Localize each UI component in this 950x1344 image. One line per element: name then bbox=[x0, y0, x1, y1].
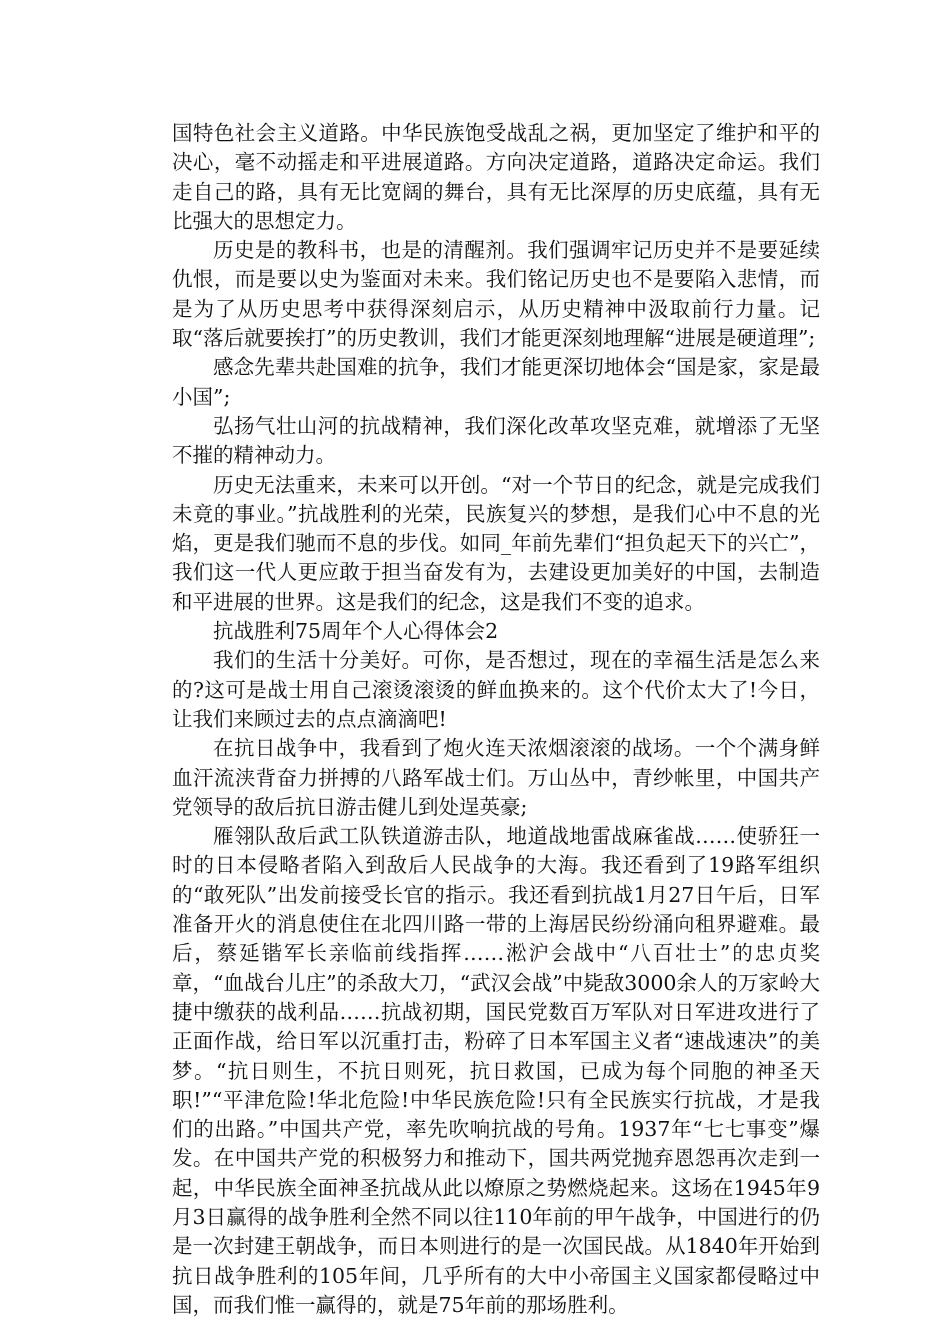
paragraph: 历史是的教科书，也是的清醒剂。我们强调牢记历史并不是要延续仇恨，而是要以史为鉴面对未来。我们铭记历史也不是要陷入悲情，而是为了从历史思考中获得深刻启示，从历史精神中汲取前行力量。记取“落后就要挨打”的历史教训，我们才能更深刻地理解“进展是硬道理”; bbox=[172, 238, 820, 351]
paragraph: 历史无法重来，未来可以开创。“对一个节日的纪念，就是完成我们未竟的事业。”抗战胜利的光荣，民族复兴的梦想，是我们心中不息的光焰，更是我们驰而不息的步伐。如同_年前先辈们“担负起天下的兴亡”，我们这一代人更应敢于担当奋发有为，去建设更加美好的中国，去制造和平进展的世界。这是我们的纪念，这是我们不变的追求。 bbox=[172, 472, 820, 614]
section-heading: 抗战胜利75周年个人心得体会2 bbox=[213, 619, 499, 644]
paragraph: 感念先辈共赴国难的抗争，我们才能更深切地体会“国是家，家是最小国”; bbox=[172, 355, 820, 409]
paragraph: 雁翎队敌后武工队铁道游击队，地道战地雷战麻雀战……使骄狂一时的日本侵略者陷入到敌后人民战争的大海。我还看到了19路军组织的“敢死队”出发前接受长官的指示。我还看到抗战1月27日午后，日军准备开火的消息使住在北四川路一带的上海居民纷纷涌向租界避难。最后，蔡延锴军长亲临前线指挥……淞沪会战中“八百壮士”的忠贞奖章，“血战台儿庄”的杀敌大刀，“武汉会战”中毙敌3000余人的万家岭大捷中缴获的战利品……抗战初期，国民党数百万军队对日军进攻进行了正面作战，给日军以沉重打击，粉碎了日本军国主义者“速战速决”的美梦。“抗日则生，不抗日则死，抗日救国，已成为每个同胞的神圣天职!”“平津危险!华北危险!中华民族危险!只有全民族实行抗战，才是我们的出路。”中国共产党，率先吹响抗战的号角。1937年“七七事变”爆发。在中国共产党的积极努力和推动下，国共两党抛弃恩怨再次走到一起，中华民族全面神圣抗战从此以燎原之势燃烧起来。这场在1945年9月3日赢得的战争胜利全然不同以往110年前的甲午战争，中国进行的仍是一次封建王朝战争，而日本则进行的是一次国民战。从1840年开始到抗日战争胜利的105年间，几乎所有的大中小帝国主义国家都侵略过中国，而我们惟一赢得的，就是75年前的那场胜利。 bbox=[172, 824, 820, 1317]
paragraph: 在抗日战争中，我看到了炮火连天浓烟滚滚的战场。一个个满身鲜血汗流浃背奋力拼搏的八路军战士们。万山丛中，青纱帐里，中国共产党领导的敌后抗日游击健儿到处逞英豪; bbox=[172, 736, 820, 819]
paragraph: 我们的生活十分美好。可你，是否想过，现在的幸福生活是怎么来的?这可是战士用自己滚烫滚烫的鲜血换来的。这个代价太大了!今日，让我们来顾过去的点点滴滴吧! bbox=[172, 648, 820, 731]
paragraph: 弘扬气壮山河的抗战精神，我们深化改革攻坚克难，就增添了无坚不摧的精神动力。 bbox=[172, 413, 820, 468]
paragraph: 国特色社会主义道路。中华民族饱受战乱之祸，更加坚定了维护和平的决心，毫不动摇走和平进展道路。方向决定道路，道路决定命运。我们走自己的路，具有无比宽阔的舞台，具有无比深厚的历史底蕴，具有无比强大的思想定力。 bbox=[172, 121, 820, 233]
document-body bbox=[172, 119, 820, 1320]
